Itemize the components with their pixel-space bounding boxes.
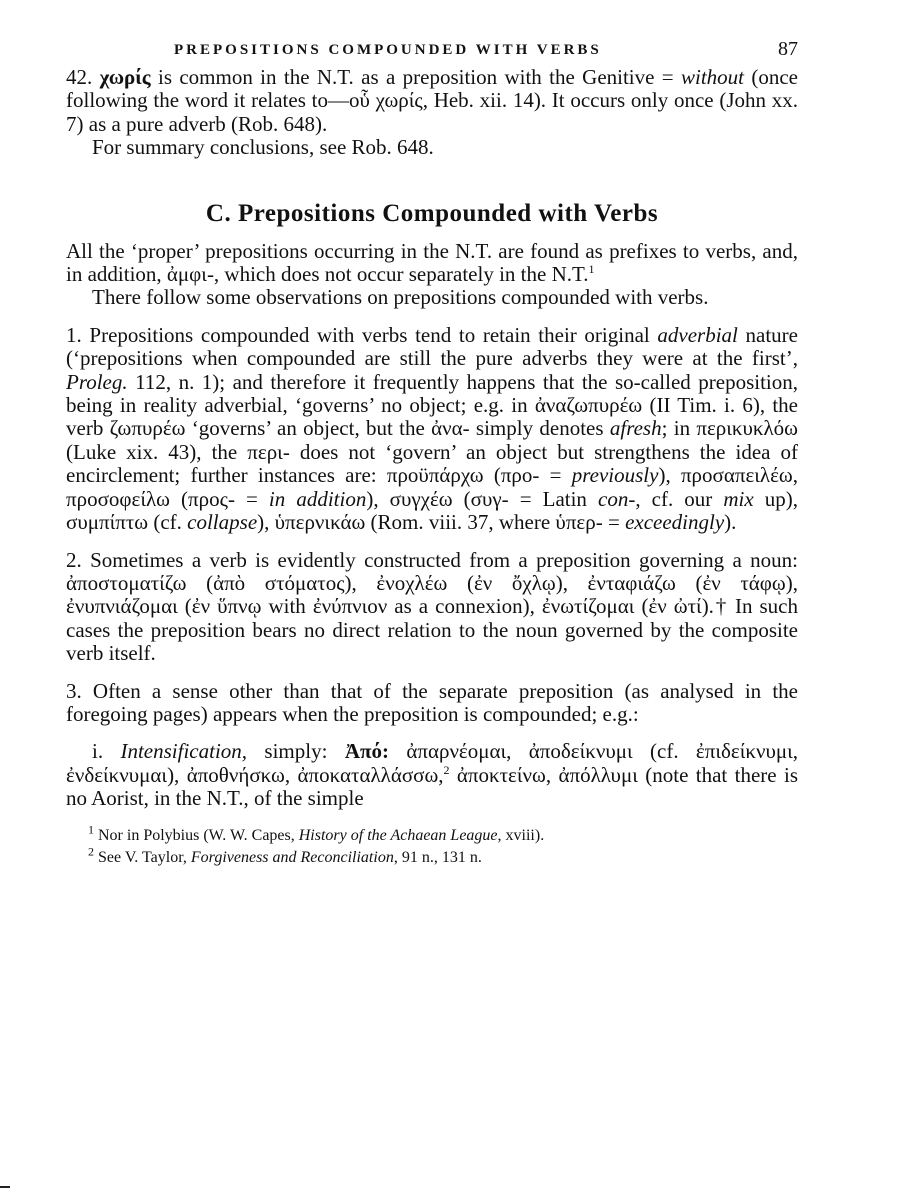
footnote-1 xyxy=(88,822,798,847)
paragraph-42 xyxy=(66,66,798,136)
text-run: ἀπαρνέομαι, ἀποδείκνυμι (cf. ἐπιδείκνυμι, ἐνδείκνυμαι), ἀποθνήσκω, ἀποκαταλλάσσω, xyxy=(66,739,799,787)
point-3-paragraph xyxy=(66,680,798,727)
running-head xyxy=(66,36,798,66)
footnote-mark: 1 xyxy=(88,822,94,837)
text-run: ), προσαπειλέω, προσοφείλω (προς- = xyxy=(66,463,798,511)
section-heading: C. Prepositions Compounded with Verbs xyxy=(205,199,659,227)
point-number: 1. xyxy=(66,322,82,347)
text-run: ; in περικυκλόω (Luke xix. 43), the περι- does not ‘govern’ an object but strengthens the idea of encirclement; further instances are: προϋπάρχω (προ- = xyxy=(66,416,798,488)
scan-edge-mark xyxy=(0,1186,10,1188)
running-title: PREPOSITIONS COMPOUNDED WITH VERBS xyxy=(174,42,602,58)
emphasis: collapse xyxy=(187,510,258,535)
emphasis: in addition xyxy=(268,486,367,511)
text-run: simply: xyxy=(247,739,345,764)
intro-paragraph-2: There follow some observations on prepositions compounded with verbs. xyxy=(92,285,709,310)
page-number: 87 xyxy=(778,38,798,60)
text-run: (once following the word it relates to—οὗ χωρίς, Heb. xii. 14). It occurs only once (John xx. 7) as a pure adverb (Rob. 648). xyxy=(66,65,798,136)
point-1-paragraph xyxy=(66,324,798,535)
text-run: nature (‘prepositions when compounded are still the pure adverbs they were at the first’, xyxy=(66,322,798,371)
text-run: , cf. our xyxy=(635,486,724,511)
emphasis: previously xyxy=(571,463,659,488)
emphasis: afresh xyxy=(609,416,662,441)
footnote-2 xyxy=(88,844,798,869)
footnote-ref-2: 2 xyxy=(443,762,450,777)
intro-paragraph xyxy=(66,240,798,287)
book-title: Forgiveness and Reconciliation xyxy=(190,848,394,866)
text-run: All the ‘proper’ prepositions occurring in the N.T. are found as prefixes to verbs, and, in addition, ἀμφι-, which does not occur separately in the N.T. xyxy=(66,238,798,287)
greek-term: Ἀπό: xyxy=(344,739,389,764)
text-run: Sometimes a verb is evidently constructed from a preposition governing a noun: ἀποστοματίζω (ἀπὸ στόματος), ἐνοχλέω (ἐν ὄχλῳ), ἐνταφιάζω (ἐν τάφῳ), ἐνυπνιάζομαι (ἐν ὕπνῳ with ἐνύπνιον as a connexion), ἐνωτίζομαι (ἐν ὠτί).† In such cases the preposition bears no direct relation to the noun governed by the composite verb itself. xyxy=(66,547,798,666)
text-run: ), ὑπερνικάω (Rom. viii. 37, where ὑπερ- = xyxy=(257,510,626,535)
emphasis: adverbial xyxy=(657,322,738,347)
text-run: Nor in Polybius (W. W. Capes, xyxy=(94,826,299,844)
text-run: See V. Taylor, xyxy=(94,848,191,866)
emphasis: Intensification, xyxy=(120,739,248,764)
summary-note: For summary conclusions, see Rob. 648. xyxy=(92,135,434,160)
text-run: Prepositions compounded with verbs tend to retain their original xyxy=(81,322,658,347)
footnote-ref-1: 1 xyxy=(588,262,595,277)
text-run: ἀποκτείνω, ἀπόλλυμι (note that there is no Aorist, in the N.T., of the simple xyxy=(66,762,798,811)
emphasis: exceedingly xyxy=(625,510,725,535)
subpoint-number: i. xyxy=(92,739,104,764)
text-run: 112, n. 1); and therefore it frequently happens that the so-called preposition, being in reality adverbial, ‘governs’ no object; e.g. in ἀναζωπυρέω (II Tim. i. 6), the verb ζωπυρέω ‘governs’ an object, but the ἀνα- simply denotes xyxy=(66,369,798,441)
text-run: ), συγχέω (συγ- = Latin xyxy=(366,486,598,511)
gloss-without: without xyxy=(681,65,745,89)
point-3i-paragraph xyxy=(66,740,798,810)
point-number: 3. xyxy=(66,678,82,703)
section-number: 42. xyxy=(66,65,93,89)
footnote-mark: 2 xyxy=(88,844,94,859)
text-run: is common in the N.T. as a preposition with the Genitive = xyxy=(150,65,681,89)
point-number: 2. xyxy=(66,547,82,572)
text-run: ). xyxy=(724,510,737,535)
text-run: , xviii). xyxy=(497,826,545,844)
emphasis: con- xyxy=(598,486,636,511)
text-run: Often a sense other than that of the separate preposition (as analysed in the foregoing pages) appears when the preposition is compounded; e.g.: xyxy=(66,678,798,726)
point-2-paragraph xyxy=(66,549,798,666)
emphasis: Proleg. xyxy=(66,369,128,394)
greek-term: χωρίς xyxy=(99,65,151,89)
text-run: , 91 n., 131 n. xyxy=(393,848,482,866)
book-title: History of the Achaean League xyxy=(298,826,498,844)
text-run: up), συμπίπτω (cf. xyxy=(66,486,798,535)
footnotes xyxy=(66,822,798,869)
book-page xyxy=(66,36,798,869)
emphasis: mix xyxy=(723,486,754,511)
